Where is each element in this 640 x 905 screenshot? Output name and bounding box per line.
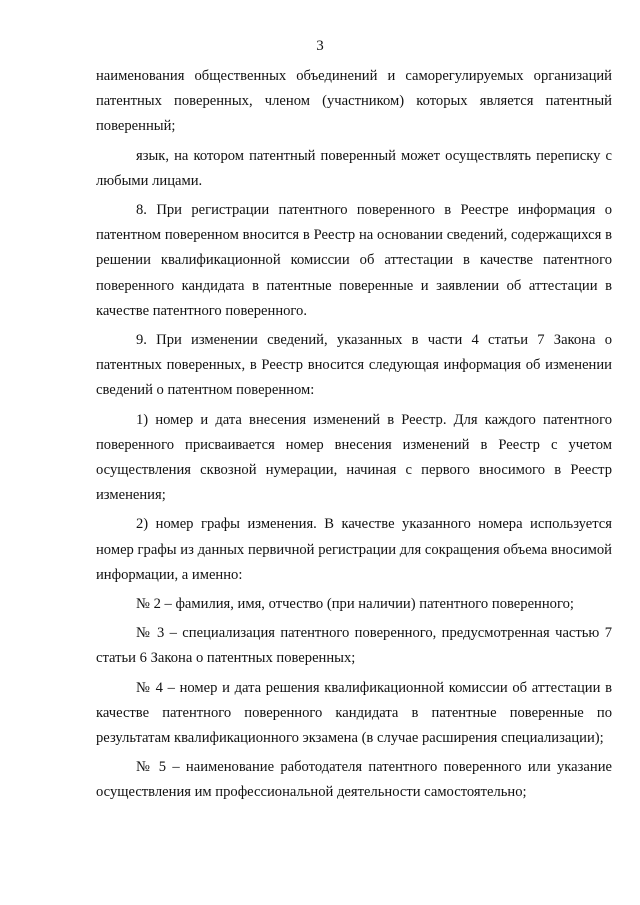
page-number: 3 xyxy=(316,38,324,54)
paragraph-field-2: № 2 – фамилия, имя, отчество (при наличии) патентного поверенного; xyxy=(136,596,574,613)
paragraph-language: язык, на котором патентный поверенный может осуществлять переписку с любыми лицами. xyxy=(96,147,612,189)
paragraph-field-4: № 4 – номер и дата решения квалификационной комиссии об аттестации в качестве патентного поверенного кандидата в патентные поверенные по результатам квалификационного экзамена (в случае расширения специализации); xyxy=(96,679,612,747)
paragraph-field-3: № 3 – специализация патентного поверенного, предусмотренная частью 7 статьи 6 Закона о патентных поверенных; xyxy=(96,625,612,667)
paragraph-organizations: наименования общественных объединений и саморегулируемых организаций патентных поверенных, членом (участником) которых является патентный поверенный; xyxy=(96,68,612,135)
paragraph-item-8: 8. При регистрации патентного поверенного в Реестре информация о патентном поверенном вносится в Реестр на основании сведений, содержащихся в решении квалификационной комиссии об аттестации в качестве патентного поверенного кандидата в патентные поверенные и заявлении об аттестации в качестве патентного поверенного. xyxy=(96,202,612,319)
document-body xyxy=(96,64,612,806)
paragraph-field-5: № 5 – наименование работодателя патентного поверенного или указание осуществления им профессиональной деятельности самостоятельно; xyxy=(96,759,612,801)
paragraph-subitem-2: 2) номер графы изменения. В качестве указанного номера используется номер графы из данных первичной регистрации для сокращения объема вносимой информации, а именно: xyxy=(96,516,612,583)
paragraph-subitem-1: 1) номер и дата внесения изменений в Реестр. Для каждого патентного поверенного присваивается номер внесения изменений в Реестр с учетом осуществления сквозной нумерации, начиная с первого вносимого в Реестр изменения; xyxy=(96,411,612,504)
paragraph-item-9: 9. При изменении сведений, указанных в части 4 статьи 7 Закона о патентных поверенных, в Реестр вносится следующая информация об изменении сведений о патентном поверенном: xyxy=(96,332,612,399)
